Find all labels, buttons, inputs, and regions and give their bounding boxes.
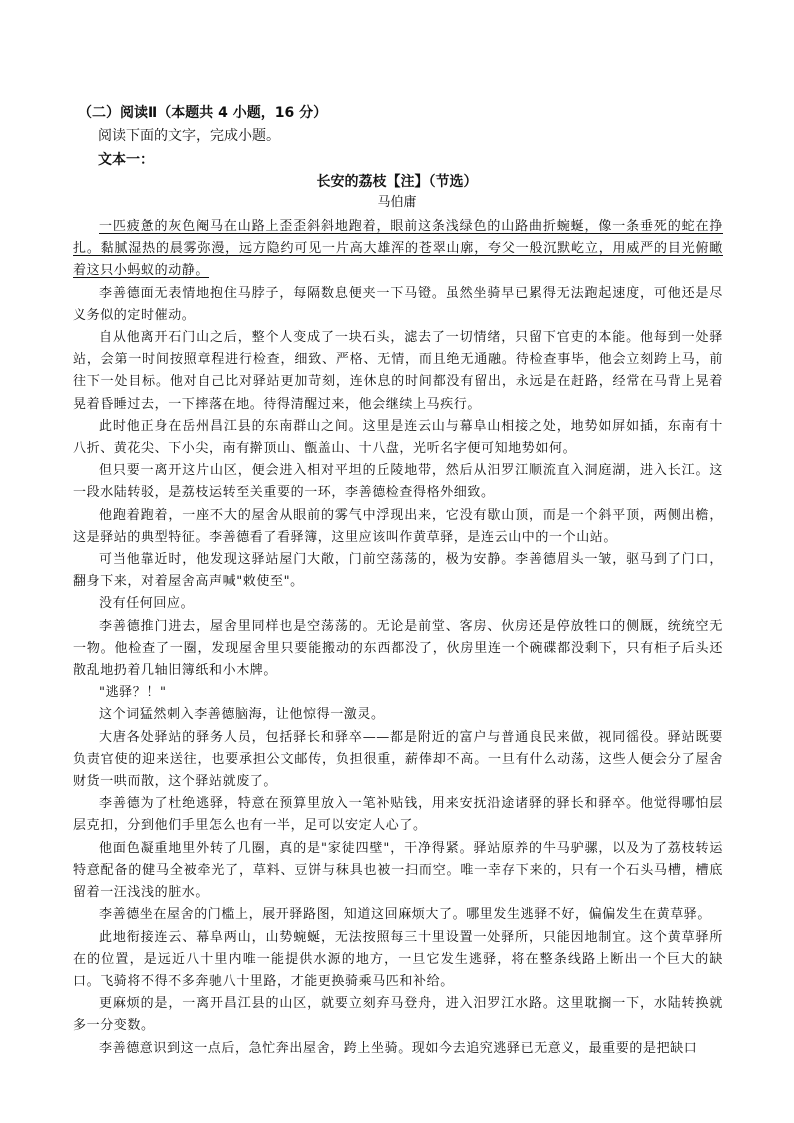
paragraph-14: 他面色凝重地里外转了几圈，真的是"家徒四壁"，干净得紧。驿站原养的牛马驴骡，以及为了荔枝转运特意配备的健马全被牵光了，草料、豆饼与秣具也被一扫而空。唯一幸存下来的，只有一个石头马槽，槽底留着一汪浅浅的脏水。 xyxy=(73,840,723,901)
paragraph-12: 大唐各处驿站的驿务人员，包括驿长和驿卒——都是附近的富户与普通良民来做，视同徭役。驿站既要负责官使的迎来送往，也要承担公文邮传，负担很重，薪俸却不高。一旦有什么动荡，这些人便会分了屋舍财货一哄而散，这个驿站就废了。 xyxy=(73,729,723,790)
paragraph-13: 李善德为了杜绝逃驿，特意在预算里放入一笔补贴钱，用来安抚沿途诸驿的驿长和驿卒。他觉得哪怕层层克扣，分到他们手里怎么也有一半，足可以安定人心了。 xyxy=(73,796,723,834)
paragraph-3: 自从他离开石门山之后，整个人变成了一块石头，滤去了一切情绪，只留下官吏的本能。他每到一处驿站，会第一时间按照章程进行检查，细致、严格、无情，而且绝无通融。待检查事毕，他会立刻跨上马，前往下一处目标。他对自己比对驿站更加苛刻，连休息的时间都没有留出，永远是在赶路，经常在马背上晃着晃着昏睡过去，一下摔落在地。待得清醒过来，他会继续上马疾行。 xyxy=(73,330,723,412)
paragraph-18: 李善德意识到这一点后，急忙奔出屋舍，跨上坐骑。现如今去追究逃驿已无意义，最重要的是把缺口 xyxy=(99,1040,698,1056)
paragraph-17: 更麻烦的是，一离开昌江县的山区，就要立刻弃马登舟，进入汨罗江水路。这里耽搁一下，水陆转换就多一分变数。 xyxy=(73,996,723,1034)
paragraph-9: 李善德推门进去，屋舍里同样也是空荡荡的。无论是前堂、客房、伙房还是停放牲口的侧厩，统统空无一物。他检查了一圈，发现屋舍里只要能搬动的东西都没了，伙房里连一个碗碟都没剩下，只有柜子后头还散乱地扔着几轴旧簿纸和小木牌。 xyxy=(73,618,723,679)
paragraph-7: 可当他靠近时，他发现这驿站屋门大敞，门前空荡荡的，极为安静。李善德眉头一皱，驱马到了门口，翻身下来，对着屋舍高声喊"敕使至"。 xyxy=(73,552,723,590)
article-author: 马伯庸 xyxy=(377,195,417,210)
article-title: 长安的荔枝【注】（节选） xyxy=(316,174,478,190)
paragraph-1 xyxy=(73,216,723,283)
paragraph-11: 这个词猛然刺入李善德脑海，让他惊得一激灵。 xyxy=(99,707,385,723)
instruction-text: 阅读下面的文字，完成小题。 xyxy=(98,128,280,144)
article-body xyxy=(73,216,723,1060)
paragraph-2: 李善德面无表情地抱住马脖子，每隔数息便夹一下马镫。虽然坐骑早已累得无法跑起速度，可他还是尽义务似的定时催动。 xyxy=(73,285,723,323)
underlined-passage: 一匹疲惫的灰色阉马在山路上歪歪斜斜地跑着，眼前这条浅绿色的山路曲折蜿蜒，像一条垂死的蛇在挣扎。黏腻湿热的晨雾弥漫，远方隐约可见一片高大雄浑的苍翠山廓，夸父一般沉默屹立，用威严的目光俯瞰着这只小蚂蚁的动静。 xyxy=(73,219,723,279)
paragraph-6: 他跑着跑着，一座不大的屋舍从眼前的雾气中浮现出来，它没有歇山顶，而是一个斜平顶，两侧出檐，这是驿站的典型特征。李善德看了看驿簿，这里应该叫作黄草驿，是连云山中的一个山站。 xyxy=(73,507,723,545)
section-heading: （二）阅读Ⅱ（本题共 4 小题，16 分） xyxy=(78,105,328,121)
text-label: 文本一： xyxy=(98,152,154,168)
paragraph-15: 李善德坐在屋舍的门槛上，展开驿路图，知道这回麻烦大了。哪里发生逃驿不好，偏偏发生在黄草驿。 xyxy=(99,907,712,923)
paragraph-16: 此地衔接连云、幕阜两山，山势蜿蜒，无法按照每三十里设置一处驿所，只能因地制宜。这个黄草驿所在的位置，是远近八十里内唯一能提供水源的地方，一旦它发生逃驿，将在整条线路上断出一个巨大的缺口。飞骑将不得不多奔驰八十里路，才能更换骑乘马匹和补给。 xyxy=(73,929,723,989)
paragraph-10: "逃驿？！" xyxy=(99,685,167,701)
paragraph-8: 没有任何回应。 xyxy=(99,596,195,612)
paragraph-5: 但只要一离开这片山区，便会进入相对平坦的丘陵地带，然后从汨罗江顺流直入洞庭湖，进入长江。这一段水陆转驳，是荔枝运转至关重要的一环，李善德检查得格外细致。 xyxy=(73,463,723,501)
paragraph-4: 此时他正身在岳州昌江县的东南群山之间。这里是连云山与幕阜山相接之处，地势如屏如插，东南有十八折、黄花尖、下小尖，南有擀顶山、甑盖山、十八盘，光听名字便可知地势如何。 xyxy=(73,418,723,457)
